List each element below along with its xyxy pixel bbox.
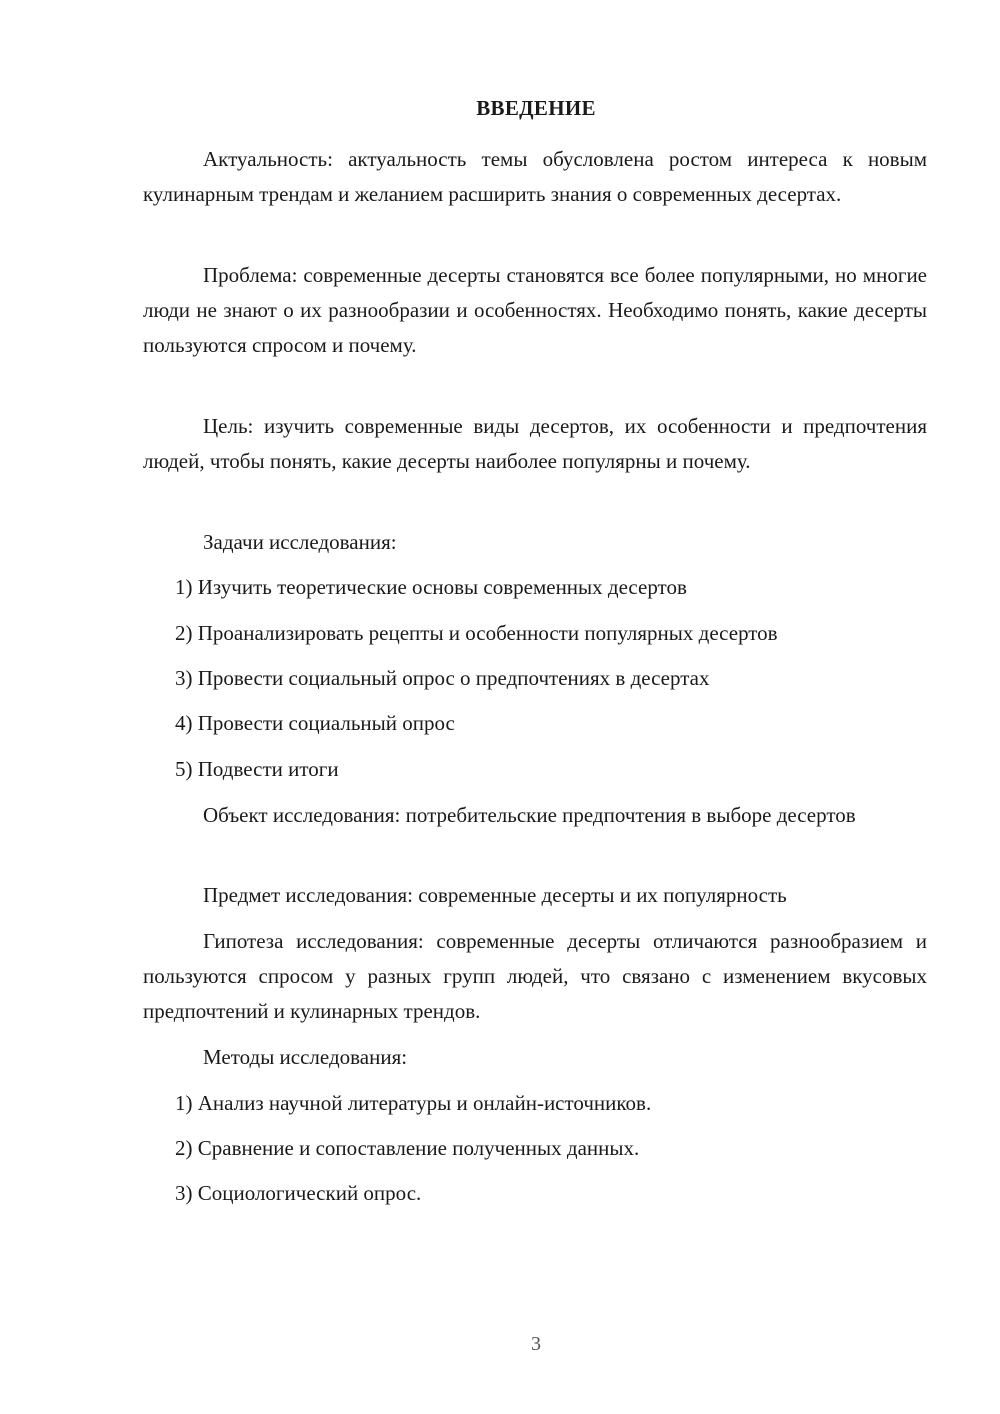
object-paragraph: Объект исследования: потребительские предпочтения в выборе десертов [203,803,856,827]
method-item: 1) Анализ научной литературы и онлайн-источников. [175,1091,652,1115]
method-item: 3) Социологический опрос. [175,1181,422,1205]
methods-heading: Методы исследования: [203,1045,408,1069]
goal-paragraph: Цель: изучить современные виды десертов, их особенности и предпочтения людей, чтобы понять, какие десерты наиболее популярны и почему. [143,414,927,473]
page-title: ВВЕДЕНИЕ [476,96,596,120]
tasks-heading: Задачи исследования: [203,530,397,554]
problem-paragraph: Проблема: современные десерты становятся все более популярными, но многие люди не знают о их разнообразии и особенностях. Необходимо понять, какие десерты пользуются спросом и почему. [143,263,927,357]
page-number: 3 [531,1333,541,1355]
method-item: 2) Сравнение и сопоставление полученных данных. [175,1136,640,1160]
task-item: 3) Провести социальный опрос о предпочтениях в десертах [175,666,710,690]
subject-paragraph: Предмет исследования: современные десерты и их популярность [203,883,787,907]
task-item: 2) Проанализировать рецепты и особенности популярных десертов [175,621,778,645]
hypothesis-paragraph: Гипотеза исследования: современные десерты отличаются разнообразием и пользуются спросом у разных групп людей, что связано с изменением вкусовых предпочтений и кулинарных трендов. [143,929,927,1023]
task-item: 1) Изучить теоретические основы современных десертов [175,575,687,599]
task-item: 5) Подвести итоги [175,757,339,781]
relevance-paragraph: Актуальность: актуальность темы обусловлена ростом интереса к новым кулинарным трендам и желанием расширить знания о современных десертах. [143,147,927,206]
task-item: 4) Провести социальный опрос [175,711,455,735]
